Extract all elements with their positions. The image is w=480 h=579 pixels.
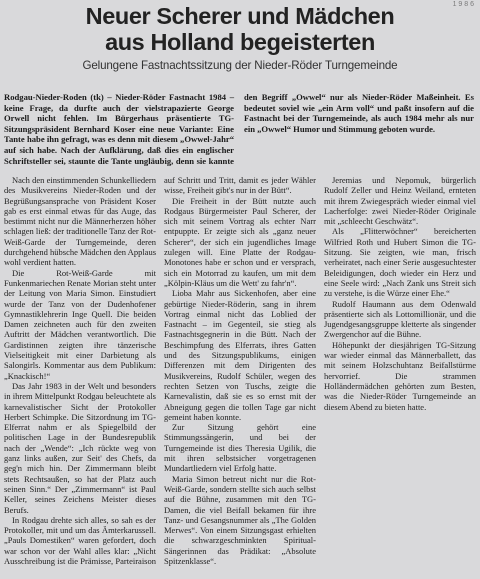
lead-text: Rodgau-Nieder-Roden (tk) – Nieder-Röder Fastnacht 1984 – keine Frage, da durfte auch der vielstrapazierte George Orwell nicht fehlen. Im Bürgerhaus präsentierte TG-Sitzungspräsident Bernhard Koser eine neue Variante: Eine Tante habe ihn gefragt, was es denn mit diesem „Owwel-Jahr“ auf sich habe. Nach der Aufklärung, daß dies ein englischer Schriftsteller sei, staunte die Tante ungläubig, denn sie kannte den Begriff „Owwel“ nur als Nieder-Röder Maßeinheit. Es bedeutet soviel wie „ein Arm voll“ und paßt insofern auf die Fastnacht bei der Turngemeinde, als auch 1984 mehr als nur ein „Owwel“ Humor und Stimmung geboten wurde. (4, 92, 474, 166)
body-paragraph: Lioba Mahr aus Sickenhofen, aber eine gebürtige Nieder-Röderin, sang in ihrem Vortrag einmal nicht das Loblied der Fastnacht – im Gegenteil, sie stieg als Fastnachtsgegnerin in die Bütt. Nach der Beschimpfung des Elferrats, ihres Gatten und des Sitzungspublikums, einigen Differenzen mit dem Dirigenten des Musikvereins, Rudolf Schüler, wegen des rechten Setzen von Tuschs, zeigte die Karnevalistin, daß sie es so ernst mit der Abneigung gegen die tollen Tage gar nicht gemeint haben konnte. (164, 288, 316, 422)
body-paragraph: In Rodgau drehte sich alles, so sah es der Protokoller, mit und um das Ämterkarussell. „Pauls Domestiken“ waren gefordert, doch war schon vor der Wahl alles klar: „Nicht Ausschreibung ist die Prämisse, Parteiraison auf Schritt und Tritt, damit es jeder Wähler wisse, Freiheit gibt's nur in der Bütt“. (4, 175, 316, 566)
corner-mark: 1 9 8 6 (452, 1, 474, 8)
headline-line-2: aus Holland begeisterten (105, 29, 375, 55)
body-paragraph: Rudolf Haumann aus dem Odenwald präsentierte sich als Lottomillionär, und die Jugendgesangsgruppe kletterte als singender Zwergenchor auf die Bühne. (324, 298, 476, 340)
body-paragraph: Höhepunkt der diesjährigen TG-Sitzung war wieder einmal das Männerballett, das mit seinem Holzschuhtanz Beifallstürme hervorrief. Die strammen Holländermädchen gehörten zum Besten, was die Nieder-Röder Turngemeinde an diesem Abend zu bieten hatte. (324, 339, 476, 412)
headline (0, 0, 480, 55)
headline-line-1: Neuer Scherer und Mädchen (85, 3, 395, 29)
body-paragraph: Die Freiheit in der Bütt nutzte auch Rodgaus Bürgermeister Paul Scherer, der sich mit seinem Vortrag als echter Narr entpuppte. Er zeigte sich als „ganz neuer Scherer“, der sich ein jugendliches Image zulegen will. Eine Platte der Rodgau-Monotones habe er schon und er versprach, sich ein Motorrad zu kaufen, um mit dem „Kölpin-Kläus um die Wett' zu fahr'n“. (164, 195, 316, 288)
body-paragraph: Das Jahr 1983 in der Welt und besonders in ihrem Mittelpunkt Rodgau beleuchtete als karnevalistischer Sicht der Protokoller Herbert Schimpke. Die Sitzordnung im TG-Elferrat nahm er als Spiegelbild der politischen Lage in der Bundesrepublik nach der „Wende“: „Ich rückte weg von ganz links außen, zur Seit' des Chefs, da geg'n mich hin. Der Zimmermann bleibt stets Rechtsaußen, so hat der Platz auch seinen Sinn.“ Der „Zimmermann“ ist Paul Keller, seines Zeichens Meister dieses Berufs. (4, 380, 156, 515)
body-paragraph: Zur Sitzung gehört eine Stimmungssängerin, und bei der Turngemeinde ist dies Theresia Ugilik, die mit ihren selbstsicher vorgetragenen Mundartliedern viel Erfolg hatte. (164, 422, 316, 474)
body-paragraph: Die Rot-Weiß-Garde mit Funkenmariechen Renate Morian steht unter der Leitung von Maria Simon. Einstudiert wurde der Tanz von der Dudenhofener Gymnastiklehrerin Inge Quell. Die beiden Damen zeichneten auch für den zweiten Auftritt der Mädchen verantwortlich. Die Gardistinnen zeigten ihre tänzerische Vielseitigkeit mit einer Darbietung als Salongirls. Kommentar aus dem Publikum: „Knackisch!“ (4, 267, 156, 381)
subheadline: Gelungene Fastnachtssitzung der Nieder-Röder Turngemeinde (82, 59, 398, 72)
lead-paragraph (4, 92, 474, 170)
body-paragraph: Jeremias und Nepomuk, bürgerlich Rudolf Zeller und Heinz Weiland, ernteten mit ihrem Zwiegespräch wieder einmal viel Lacherfolge: zwei Nieder-Röder Originale mit „schleecht Geschwätz“. (324, 175, 476, 227)
article-body (4, 175, 476, 579)
body-paragraph: Als „Flitterwöchner“ bereicherten Wilfried Roth und Hubert Simon die TG-Sitzung. Sie zeigten, wie man, frisch verheiratet, nach einer Serie ausgesuchtester Beleidigungen, doch wieder ein Herz und eine Seele wird: „Nach Zank uns Streit sich zu verstehe, is die Würze einer Ehe.“ (324, 226, 476, 299)
body-paragraph: Maria Simon betreut nicht nur die Rot-Weiß-Garde, sondern stellte sich auch selbst auf die Bühne, zusammen mit den TG-Damen, die viel Beifall bekamen für ihre Tanz- und Gesangsnummer als „The Golden Merwes“. Von einem Sitzungsgast erhielten die schwarzgeschminkten Spiritual-Sängerinnen das Prädikat: „Absolute Spitzenklasse“. (164, 473, 316, 566)
body-paragraph: Nach den einstimmenden Schunkelliedern des Musikvereins Nieder-Roden und der Begrüßungsansprache von Präsident Koser gab es erst einmal etwas für das Auge, das bestimmt nicht nur die Männerherzen höher schlagen ließ: der traditionelle Tanz der Rot-Weiß-Garde der Turngemeinde, deren durchgehend hübsche Mädchen den Applaus wohl verdient hatten. (4, 175, 157, 268)
